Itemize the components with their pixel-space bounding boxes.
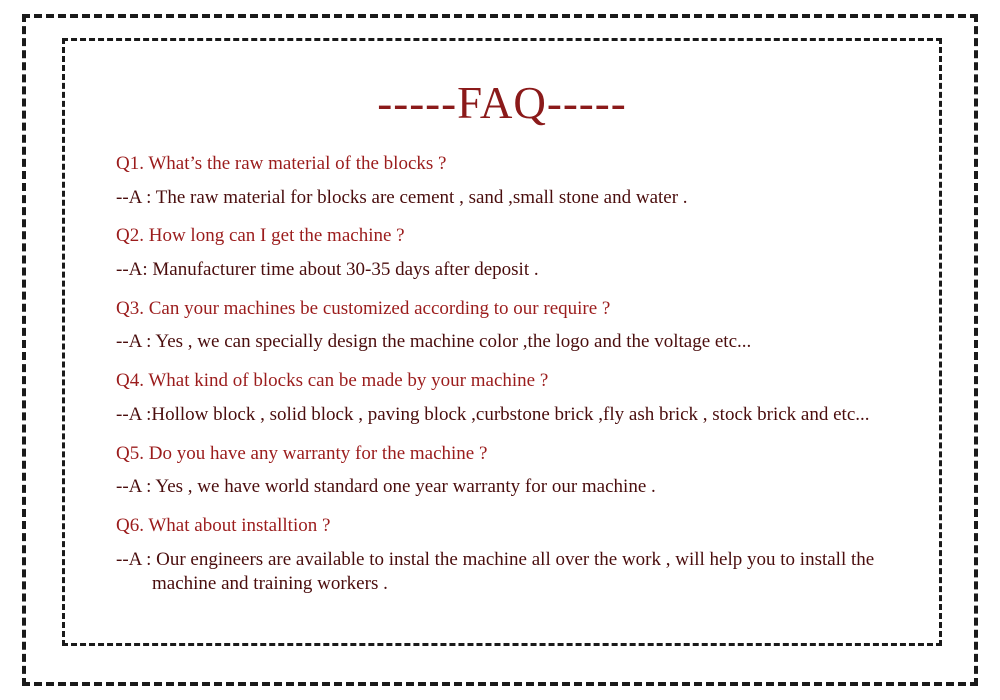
faq-question: Q2. How long can I get the machine ? [116, 225, 405, 247]
faq-question: Q6. What about installtion ? [116, 514, 331, 536]
faq-question: Q1. What’s the raw material of the blocks ? [116, 152, 447, 174]
faq-question: Q3. Can your machines be customized according to our require ? [116, 297, 611, 319]
faq-answer [116, 548, 914, 597]
page-title: -----FAQ----- [377, 78, 627, 128]
faq-answer: --A : Yes , we have world standard one year warranty for our machine . [116, 476, 656, 498]
faq-answer: --A: Manufacturer time about 30-35 days after deposit . [116, 258, 539, 280]
faq-answer: --A :Hollow block , solid block , paving block ,curbstone brick ,fly ash brick , stock brick and etc... [116, 403, 870, 425]
faq-answer-line1: --A : Our engineers are available to instal the machine all over the work , will help you to install the [116, 548, 875, 570]
faq-answer-line2: machine and training workers . [152, 573, 388, 595]
faq-content [62, 38, 942, 646]
faq-question: Q5. Do you have any warranty for the machine ? [116, 442, 488, 464]
faq-answer: --A : The raw material for blocks are cement , sand ,small stone and water . [116, 186, 688, 208]
faq-list [90, 152, 914, 597]
faq-question: Q4. What kind of blocks can be made by your machine ? [116, 370, 549, 392]
faq-answer: --A : Yes , we can specially design the machine color ,the logo and the voltage etc... [116, 331, 752, 353]
